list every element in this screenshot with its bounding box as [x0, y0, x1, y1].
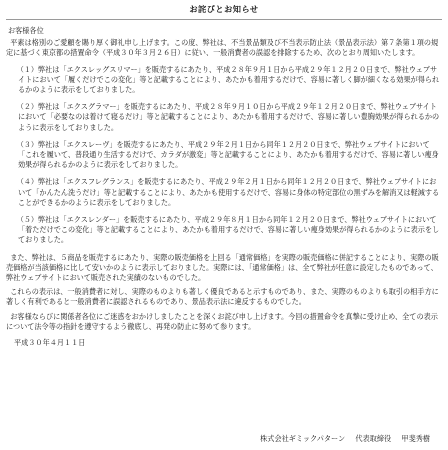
- violation-item-4: （４）弊社は「エクスフレグランス」を販売するにあたり、平成２９年２月１日から同年１２月２０日まで、弊社ウェブサイトにおいて「かんたん洗うだけ」等と記載することにより、あたかも使用するだけで、容易に身体の特定部位の黒ずみを解消又は軽減することができるかのように表示をしておりました。: [16, 177, 440, 207]
- representative-name: 甲斐秀樹: [401, 434, 430, 443]
- addressee: お客様各位: [8, 26, 44, 35]
- violation-item-2: （２）弊社は「エクスグラマー」を販売するにあたり、平成２８年９月１０日から平成２９年１２月２０日まで、弊社ウェブサイトにおいて「必要なのは着けて寝るだけ」等と記載することにより、あたかも着用するだけで、容易に著しい豊胸効果が得られるかのように表示をしておりました。: [16, 102, 440, 132]
- notice-body: [6, 20, 442, 348]
- company-name: 株式会社ギミックパターン: [260, 434, 346, 443]
- violation-list: [12, 65, 442, 246]
- apology-paragraph: お客様ならびに関係者各位にご迷惑をおかけしましたことを深くお詫び申し上げます。今回の措置命令を真摯に受け止め、全ての表示について法令等の指針を遵守するよう徹底し、再発の防止に努めて参ります。: [6, 311, 438, 331]
- page-title: お詫びとお知らせ: [6, 0, 442, 20]
- signature-line: [252, 434, 430, 444]
- representative-title: 代表取締役: [355, 434, 392, 443]
- notice-date: 平成３０年４月１１日: [14, 338, 86, 348]
- violation-notice-paragraph: これらの表示は、一般消費者に対し、実際のものよりも著しく優良であると示すものであり、また、実際のものよりも取引の相手方に著しく有利であると一般消費者に誤認されるものであり、景品表示法に違反するものでした。: [6, 287, 439, 307]
- violation-item-3: （３）弊社は「エクスレーヴ」を販売するにあたり、平成２９年２月１日から同年１２月２０日まで、弊社ウェブサイトにおいて「これを履いて、普段通り生活するだけで、カラダが激変」等と記載することにより、あたかも着用するだけで、容易に著しい痩身効果が得られるかのように表示をしておりました。: [16, 139, 439, 170]
- intro-paragraph: 平素は格別のご愛顧を賜り厚く御礼申し上げます。この度、弊社は、不当景品類及び不当表示防止法（景品表示法）第７条第１項の規定に基づく東京都の措置命令（平成３０年３月２６日）に従い、一般消費者の誤認を排除するため、次のとおり周知いたします。: [6, 38, 439, 58]
- violation-item-1: （１）弊社は「エクスレッグスリマー」を販売するにあたり、平成２８年９月１日から平成２９年１２月２０日まで、弊社ウェブサイトにおいて「履くだけでこの変化」等と記載することにより、あたかも着用するだけで、容易に著しく脚が細くなる効果が得られるかのように表示をしておりました。: [16, 64, 440, 95]
- violation-item-5: （５）弊社は「エクスレンダー」を販売するにあたり、平成２９年８月１日から同年１２月２０日まで、弊社ウェブサイトにおいて「着ただけでこの変化」等と記載することにより、あたかも着用するだけで、容易に著しい痩身効果が得られるかのように表示をしておりました。: [16, 215, 440, 245]
- pricing-paragraph: また、弊社は、５商品を販売するにあたり、実際の販売価格を上回る「通常価格」を実際の販売価格に併記することにより、実際の販売価格が当該価格に比して安いかのように表示しておりました。実際には、「通常価格」は、全て弊社が任意に設定したものであって、弊社ウェブサイトにおいて販売された実績のないものでした。: [6, 252, 439, 283]
